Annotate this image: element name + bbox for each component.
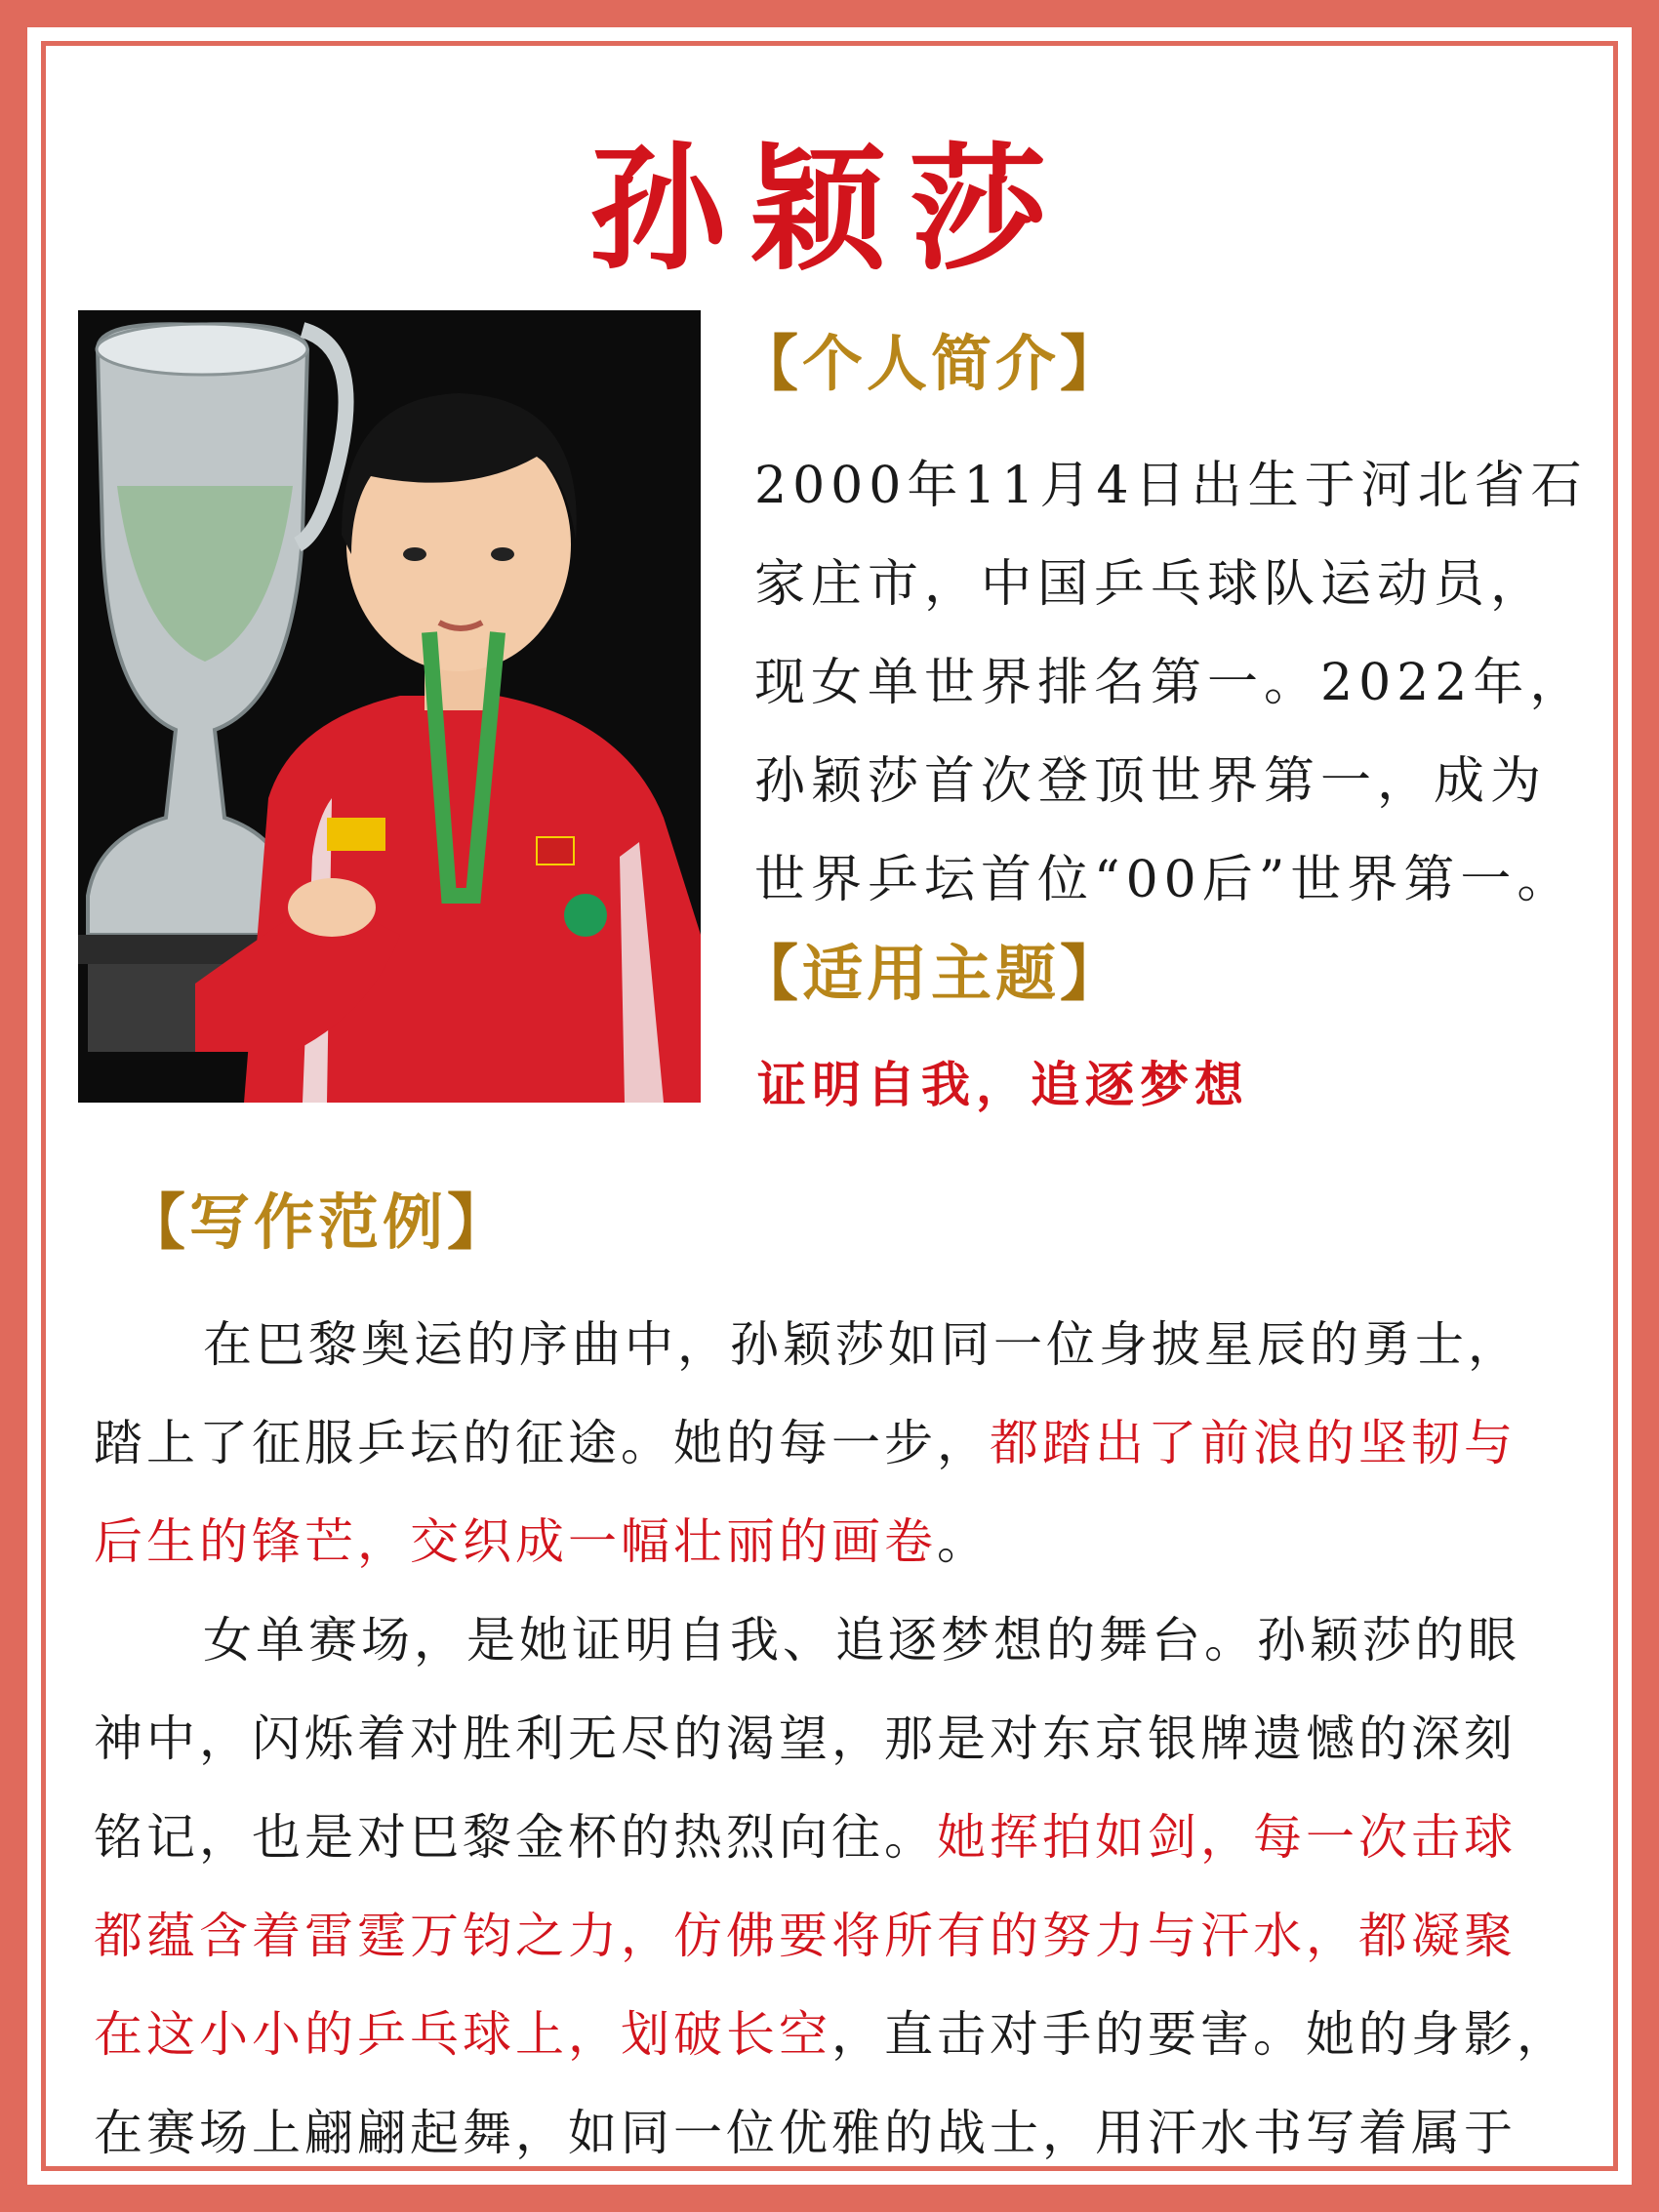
page-frame xyxy=(27,27,1632,2185)
bracket-open: 【 xyxy=(125,1186,190,1258)
essay-highlight: 后生的锋芒，交织成一幅壮丽的画卷 xyxy=(94,1513,937,1570)
intro-heading-text: 个人简介 xyxy=(802,328,1061,399)
bracket-close: 】 xyxy=(447,1186,512,1258)
bracket-close: 】 xyxy=(1060,328,1125,399)
essay-highlight: 她挥拍如剑，每一次击球 xyxy=(937,1809,1517,1866)
essay-text: 铭记，也是对巴黎金杯的热烈向往。 xyxy=(94,1809,937,1866)
example-heading-text: 写作范例 xyxy=(189,1186,448,1258)
athlete-photo xyxy=(78,310,701,1103)
intro-line: 2000年11月4日出生于河北省石 xyxy=(754,457,1588,515)
intro-line: 世界乒坛首位“00后”世界第一。 xyxy=(754,851,1574,909)
bracket-close: 】 xyxy=(1060,938,1125,1009)
page-title: 孙颖莎 xyxy=(588,130,1070,290)
intro-heading xyxy=(738,315,1124,402)
essay-line: 神中，闪烁着对胜利无尽的渴望，那是对东京银牌遗憾的深刻 xyxy=(94,1710,1517,1767)
athlete-illustration xyxy=(78,310,701,1103)
bracket-open: 【 xyxy=(738,328,803,399)
essay-text: ，直击对手的要害。她的身影， xyxy=(831,2006,1569,2063)
essay-line xyxy=(94,1789,1616,1887)
watermark xyxy=(712,2169,1005,2208)
theme-text: 证明自我，追逐梦想 xyxy=(757,1056,1249,1113)
essay-line: 在巴黎奥运的序曲中，孙颖莎如同一位身披星辰的勇士， xyxy=(203,1316,1520,1373)
essay-line: 女单赛场，是她证明自我、追逐梦想的舞台。孙颖莎的眼 xyxy=(203,1612,1520,1669)
essay-text: 踏上了征服乒坛的征途。她的每一步， xyxy=(94,1415,990,1471)
essay-line: 在赛场上翩翩起舞，如同一位优雅的战士，用汗水书写着属于 xyxy=(94,2105,1517,2161)
essay-line: 都蕴含着雷霆万钧之力，仿佛要将所有的努力与汗水，都凝聚 xyxy=(94,1908,1517,1964)
essay-text: 。 xyxy=(937,1513,990,1570)
essay-highlight: 都踏出了前浪的坚韧与 xyxy=(990,1415,1517,1471)
theme-heading-text: 适用主题 xyxy=(802,938,1061,1009)
example-heading xyxy=(125,1174,511,1261)
intro-text xyxy=(754,437,1594,930)
intro-line: 现女单世界排名第一。2022年， xyxy=(754,654,1587,712)
essay-line xyxy=(94,1493,1616,1591)
bracket-open: 【 xyxy=(738,938,803,1009)
intro-line: 家庄市，中国乒乓球队运动员， xyxy=(754,555,1548,614)
essay-line xyxy=(94,1394,1616,1493)
essay-highlight: 在这小小的乒乓球上，划破长空 xyxy=(94,2006,831,2063)
essay-line xyxy=(94,1986,1616,2084)
theme-heading xyxy=(738,925,1124,1012)
essay-body xyxy=(94,1296,1616,2183)
intro-line: 孙颖莎首次登顶世界第一，成为 xyxy=(754,752,1548,811)
